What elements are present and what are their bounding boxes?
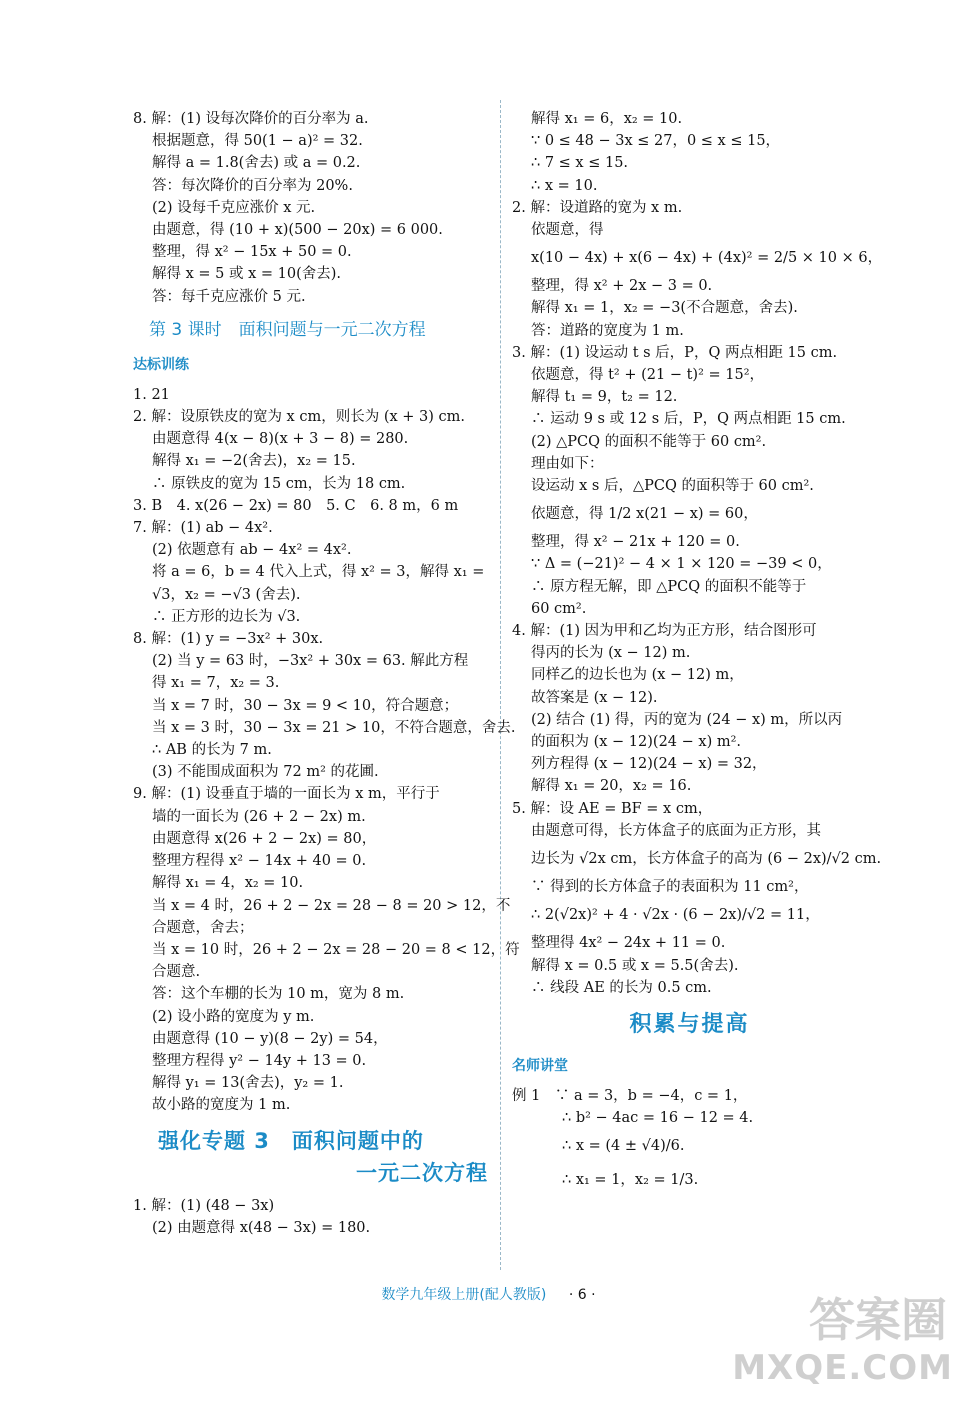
text-line: 1. 解：(1) (48 − 3x) xyxy=(133,1197,275,1214)
text-line: ∴ 2(√2x)² + 4 · √2x · (6 − 2x)/√2 = 11， xyxy=(531,907,820,924)
text-line: 得 x₁ = 7，x₂ = 3. xyxy=(152,675,280,692)
text-line: 8. 解：(1) y = −3x² + 30x. xyxy=(133,631,324,648)
text-line: (2) △PCQ 的面积不能等于 60 cm². xyxy=(531,433,767,450)
text-line: ∴ b² − 4ac = 16 − 12 = 4. xyxy=(562,1110,754,1127)
text-line: 1. 21 xyxy=(133,386,170,403)
text-line: 5. 解：设 AE = BF = x cm， xyxy=(512,800,713,817)
text-line: 答：道路的宽度为 1 m. xyxy=(531,322,684,339)
text-line: 合题意. xyxy=(152,964,201,981)
text-line: 解得 a = 1.8(舍去) 或 a = 0.2. xyxy=(152,155,361,172)
text-line: 解得 t₁ = 9，t₂ = 12. xyxy=(531,389,678,406)
text-line: 根据题意，得 50(1 − a)² = 32. xyxy=(152,133,363,150)
topic-title-line-1: 强化专题 3 面积问题中的 xyxy=(158,1128,424,1153)
text-line: ∴ x₁ = 1，x₂ = 1/3. xyxy=(562,1172,699,1189)
text-line: 由题意，得 (10 + x)(500 − 20x) = 6 000. xyxy=(152,222,443,239)
text-line: 列方程得 (x − 12)(24 − x) = 32， xyxy=(531,756,767,773)
text-line: 解得 x₁ = 6，x₂ = 10. xyxy=(531,111,683,127)
text-line: 由题意得 x(26 + 2 − 2x) = 80， xyxy=(152,830,377,847)
text-line: 9. 解：(1) 设垂直于墙的一面长为 x m，平行于 xyxy=(133,786,440,803)
text-line: 当 x = 3 时，30 − 3x = 21 > 10，不符合题意，舍去. xyxy=(152,719,516,736)
exercise-solutions xyxy=(133,384,520,1117)
text-line: 例 1 ∵ a = 3，b = −4，c = 1， xyxy=(512,1087,748,1104)
text-line: 理由如下： xyxy=(531,455,604,472)
text-line: (2) 当 y = 63 时，−3x² + 30x = 63. 解此方程 xyxy=(152,653,469,670)
text-line: ∴ AB 的长为 7 m. xyxy=(152,742,272,759)
lesson-title: 第 3 课时 面积问题与一元二次方程 xyxy=(149,319,426,340)
text-line: ∵ 0 ≤ 48 − 3x ≤ 27，0 ≤ x ≤ 15， xyxy=(531,133,781,150)
text-line: 8. 解：(1) 设每次降价的百分率为 a. xyxy=(133,111,369,127)
text-line: 由题意得 4(x − 8)(x + 3 − 8) = 280. xyxy=(152,431,409,448)
text-line: (3) 不能围成面积为 72 m² 的花圃. xyxy=(152,764,379,781)
solution-q8-block xyxy=(133,108,488,308)
text-line: √3，x₂ = −√3 (舍去). xyxy=(152,586,301,603)
text-line: ∴ x = (4 ± √4)/6. xyxy=(562,1138,685,1155)
text-line: (2) 设小路的宽度为 y m. xyxy=(152,1008,315,1025)
text-line: (2) 结合 (1) 得，丙的宽为 (24 − x) m，所以丙 xyxy=(531,711,843,728)
text-line: 同样乙的边长也为 (x − 12) m， xyxy=(531,667,744,684)
text-line: 4. 解：(1) 因为甲和乙均为正方形，结合图形可 xyxy=(512,623,817,640)
text-line: 解得 x₁ = 4，x₂ = 10. xyxy=(152,875,304,892)
topic-solutions xyxy=(133,1195,488,1239)
text-line: ∴ x = 10. xyxy=(531,177,598,194)
text-line: 解得 x₁ = 1，x₂ = −3(不合题意，舍去). xyxy=(531,300,798,317)
text-line: 解得 x = 5 或 x = 10(舍去). xyxy=(152,266,342,283)
section-subheading-practice: 达标训练 xyxy=(133,356,189,373)
topic-title-line-2: 一元二次方程 xyxy=(356,1160,488,1185)
text-line: 由题意得 (10 − y)(8 − 2y) = 54， xyxy=(152,1030,388,1047)
text-line: 当 x = 4 时，26 + 2 − 2x = 28 − 8 = 20 > 12，不 xyxy=(152,897,511,914)
text-line: 2. 解：设原铁皮的宽为 x cm，则长为 (x + 3) cm. xyxy=(133,409,465,426)
page-number: · 6 · xyxy=(568,1287,596,1303)
text-line: ∴ 正方形的边长为 √3. xyxy=(152,608,301,625)
text-line: 整理方程得 y² − 14y + 13 = 0. xyxy=(152,1052,367,1069)
text-line: 解得 x₁ = 20，x₂ = 16. xyxy=(531,778,692,795)
section-subheading-lecture: 名师讲堂 xyxy=(512,1057,568,1074)
text-line: 解得 x₁ = −2(舍去)，x₂ = 15. xyxy=(152,453,356,470)
text-line: ∴ 7 ≤ x ≤ 15. xyxy=(531,155,629,172)
text-line: (2) 依题意有 ab − 4x² = 4x². xyxy=(152,542,352,559)
text-line: 得丙的长为 (x − 12) m. xyxy=(531,645,691,662)
section-heading-accumulation: 积累与提高 xyxy=(629,1011,750,1037)
text-line: 7. 解：(1) ab − 4x². xyxy=(133,520,273,537)
example-solution xyxy=(512,1085,867,1197)
left-column xyxy=(133,108,520,1239)
text-line: ∵ Δ = (−21)² − 4 × 1 × 120 = −39 < 0， xyxy=(531,556,832,573)
continued-solutions xyxy=(512,108,883,999)
text-line: 由题意可得，长方体盒子的底面为正方形，其 xyxy=(531,822,821,839)
text-line: 整理方程得 x² − 14x + 40 = 0. xyxy=(152,853,367,870)
text-line: 答：每次降价的百分率为 20%. xyxy=(152,177,353,194)
text-line: (2) 由题意得 x(48 − 3x) = 180. xyxy=(152,1219,371,1236)
text-line: 解得 x = 0.5 或 x = 5.5(舍去). xyxy=(531,957,739,974)
text-line: 当 x = 7 时，30 − 3x = 9 < 10，符合题意； xyxy=(152,697,459,714)
text-line: 合题意，舍去； xyxy=(152,919,254,936)
text-line: x(10 − 4x) + x(6 − 4x) + (4x)² = 2/5 × 10 × 6， xyxy=(531,250,883,267)
text-line: 60 cm². xyxy=(531,600,587,617)
text-line: 边长为 √2x cm，长方体盒子的高为 (6 − 2x)/√2 cm. xyxy=(531,851,882,868)
text-line: 设运动 x s 后，△PCQ 的面积等于 60 cm². xyxy=(531,478,814,495)
watermark-logo xyxy=(732,1284,957,1394)
text-line: ∴ 原方程无解，即 △PCQ 的面积不能等于 xyxy=(531,578,807,595)
right-column xyxy=(512,108,883,1197)
text-line: 的面积为 (x − 12)(24 − x) m². xyxy=(531,734,742,751)
text-line: ∴ 运动 9 s 或 12 s 后，P，Q 两点相距 15 cm. xyxy=(531,411,846,428)
watermark-top-text: 答案圈 xyxy=(809,1293,947,1347)
text-line: 故小路的宽度为 1 m. xyxy=(152,1097,291,1114)
text-line: 整理，得 x² + 2x − 3 = 0. xyxy=(531,278,713,295)
column-divider xyxy=(500,100,501,1270)
text-line: ∴ 原铁皮的宽为 15 cm，长为 18 cm. xyxy=(152,475,406,492)
text-line: 整理，得 x² − 15x + 50 = 0. xyxy=(152,244,352,261)
text-line: 故答案是 (x − 12). xyxy=(531,689,658,706)
text-line: 答：每千克应涨价 5 元. xyxy=(152,288,306,305)
text-line: (2) 设每千克应涨价 x 元. xyxy=(152,199,316,216)
text-line: 3. B 4. x(26 − 2x) = 80 5. C 6. 8 m，6 m xyxy=(133,497,459,514)
text-line: 3. 解：(1) 设运动 t s 后，P，Q 两点相距 15 cm. xyxy=(512,344,838,361)
text-line: 依题意，得 xyxy=(531,222,604,239)
text-line: 当 x = 10 时，26 + 2 − 2x = 28 − 20 = 8 < 12，符 xyxy=(152,941,520,958)
text-line: 依题意，得 1/2 x(21 − x) = 60， xyxy=(531,506,758,523)
text-line: 墙的一面长为 (26 + 2 − 2x) m. xyxy=(152,808,366,825)
text-line: 2. 解：设道路的宽为 x m. xyxy=(512,199,683,216)
text-line: 整理，得 x² − 21x + 120 = 0. xyxy=(531,534,740,551)
watermark-bottom-text: MXQE.COM xyxy=(732,1348,953,1388)
footer-book-title: 数学九年级上册(配人教版) xyxy=(381,1287,547,1303)
text-line: ∴ 线段 AE 的长为 0.5 cm. xyxy=(531,979,712,996)
text-line: 答：这个车棚的长为 10 m，宽为 8 m. xyxy=(152,986,405,1003)
text-line: 将 a = 6，b = 4 代入上式，得 x² = 3，解得 x₁ = xyxy=(152,564,485,581)
text-line: 依题意，得 t² + (21 − t)² = 15²， xyxy=(531,367,765,384)
text-line: 解得 y₁ = 13(舍去)，y₂ = 1. xyxy=(152,1075,344,1092)
text-line: ∵ 得到的长方体盒子的表面积为 11 cm²， xyxy=(531,879,809,896)
text-line: 整理得 4x² − 24x + 11 = 0. xyxy=(531,935,726,952)
